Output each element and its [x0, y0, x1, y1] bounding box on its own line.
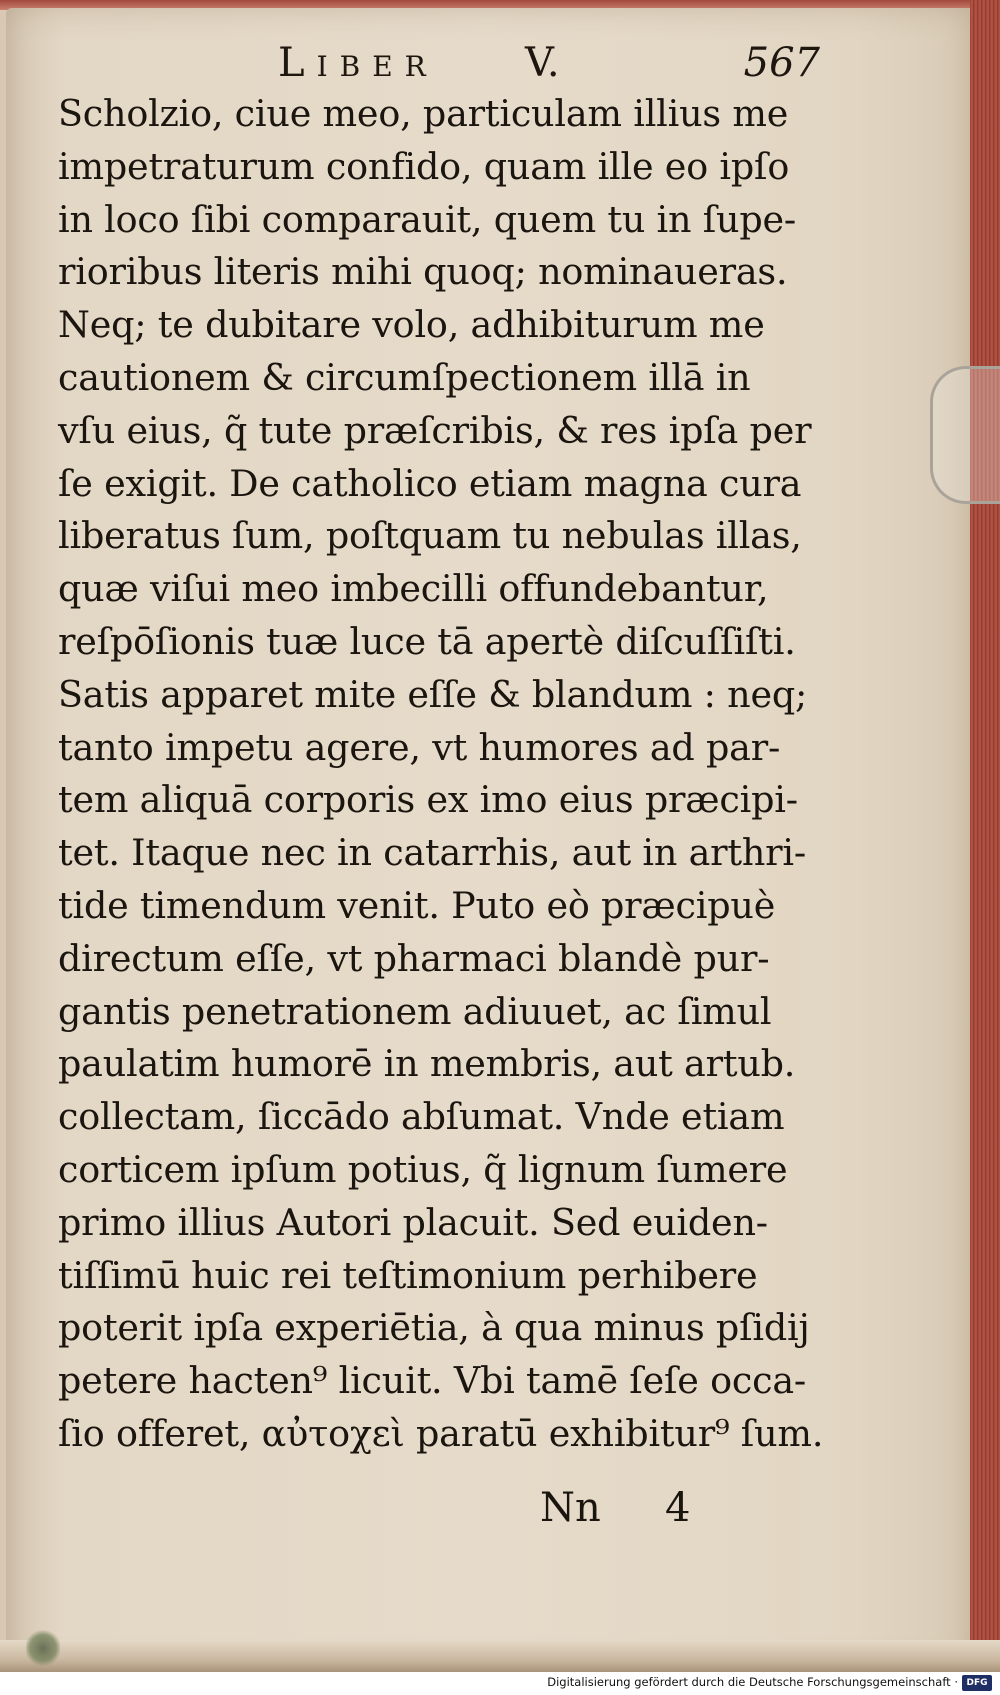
- text-line: cautionem & circumſpectionem illā in: [58, 355, 751, 399]
- page-number: 567: [743, 40, 820, 86]
- text-line: tanto impetu agere, vt humores ad par-: [58, 725, 781, 769]
- text-line: directum eſſe, vt pharmaci blandè pur-: [58, 936, 770, 980]
- text-line: reſpōſionis tuæ luce tā apertè diſcuſſiſti.: [58, 619, 796, 663]
- text-line: tide timendum venit. Puto eò præcipuè: [58, 883, 776, 927]
- running-head-label: Liber: [278, 40, 438, 86]
- running-head: [70, 40, 820, 94]
- text-line: paulatim humorē in membris, aut artub.: [58, 1042, 796, 1086]
- text-line: tet. Itaque nec in catarrhis, aut in arthri-: [58, 831, 807, 875]
- text-line: gantis penetrationem adiuuet, ac ſimul: [58, 989, 772, 1033]
- text-line: corticem ipſum potius, q̃ lignum ſumere: [58, 1147, 788, 1191]
- page-bottom-shadow: [0, 1640, 1000, 1672]
- text-line: in loco ſibi comparauit, quem tu in ſupe-: [58, 197, 797, 241]
- text-line: liberatus ſum, poſtquam tu nebulas illas,: [58, 514, 802, 558]
- footer: [0, 1672, 1000, 1695]
- text-line: Scholzio, ciue meo, particulam illius me: [58, 92, 789, 135]
- page-clip: [930, 366, 1000, 504]
- text-line: rioribus literis mihi quoq; nominaueras.: [58, 250, 788, 294]
- signature-number: 4: [665, 1485, 691, 1531]
- signature-letters: Nn: [540, 1485, 601, 1531]
- book-fore-edge: [970, 0, 1000, 1672]
- text-line: tem aliquā corporis ex imo eius præcipi-: [58, 778, 798, 822]
- text-line: ſe exigit. De catholico etiam magna cura: [58, 461, 802, 505]
- text-line: quæ viſui meo imbecilli offundebantur,: [58, 567, 769, 611]
- footer-credit: Digitalisierung gefördert durch die Deutsche Forschungsgemeinschaft ·: [547, 1675, 958, 1689]
- text-line: ſio offeret, αὐτοχεὶ paratū exhibitur⁹ ſum.: [58, 1411, 824, 1455]
- text-line: primo illius Autori placuit. Sed euiden-: [58, 1200, 768, 1244]
- text-line: Satis apparet mite eſſe & blandum : neq;: [58, 672, 808, 716]
- signature-mark: [540, 1485, 720, 1537]
- running-head-book: V.: [525, 40, 560, 86]
- text-line: Neq; te dubitare volo, adhibiturum me: [58, 303, 765, 347]
- text-line: poterit ipſa experiētia, à qua minus pſidij: [58, 1306, 810, 1350]
- corner-stain: [26, 1628, 60, 1668]
- text-line: vſu eius, q̃ tute præſcribis, & res ipſa per: [58, 408, 812, 452]
- text-line: collectam, ſiccādo abſumat. Vnde etiam: [58, 1095, 785, 1139]
- body-text: [58, 88, 836, 1461]
- text-line: impetraturum confido, quam ille eo ipſo: [58, 144, 790, 188]
- text-line: petere hacten⁹ licuit. Vbi tamē ſeſe occa-: [58, 1359, 807, 1403]
- dfg-logo: DFG: [962, 1675, 992, 1691]
- text-line: tiſſimū huic rei teſtimonium perhibere: [58, 1253, 758, 1297]
